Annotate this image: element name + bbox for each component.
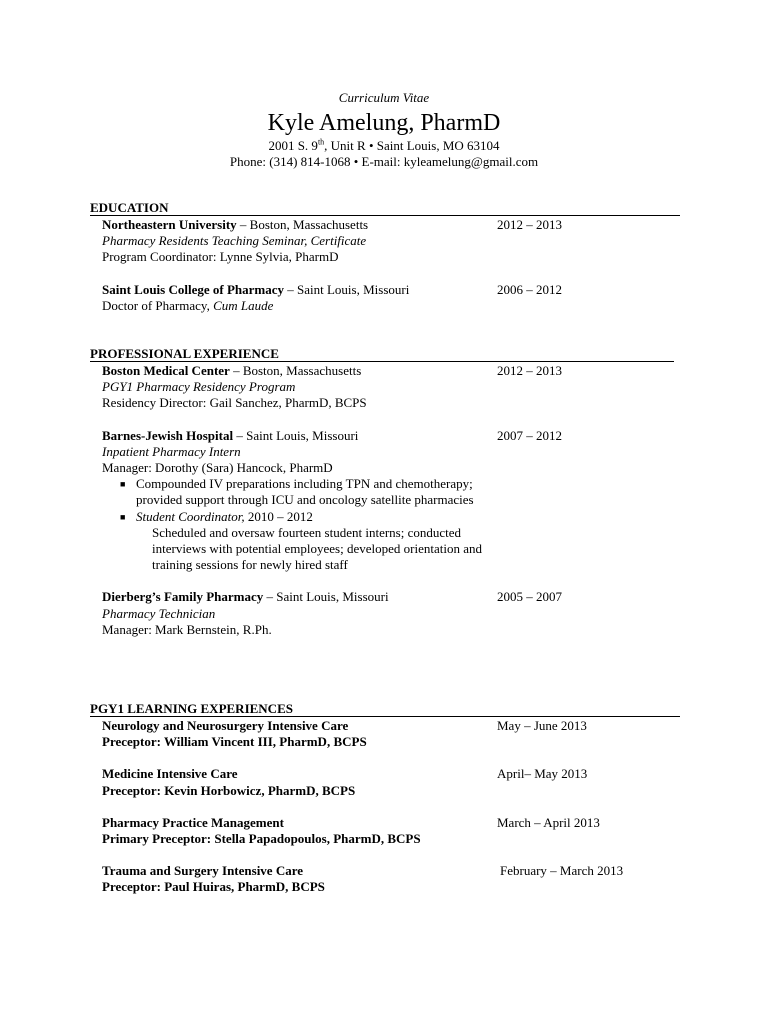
- rotation-name: Medicine Intensive Care: [102, 766, 238, 782]
- role-description: Scheduled and oversaw fourteen student interns; conducted interviews with potential employees; developed orientation and training sessions for newly hired staff: [152, 524, 482, 573]
- rotation-entry: [90, 815, 680, 847]
- coordinator: Program Coordinator: Lynne Sylvia, PharmD: [102, 249, 339, 265]
- employer-location: – Saint Louis, Missouri: [263, 589, 389, 605]
- experience-entry: [90, 428, 674, 574]
- degree-name: Doctor of Pharmacy,: [102, 297, 214, 313]
- entry-date: April– May 2013: [497, 766, 588, 782]
- candidate-name: Kyle Amelung, PharmD: [267, 110, 501, 136]
- contact-line: Phone: (314) 814-1068 • E-mail: kyleamelung@gmail.com: [229, 154, 539, 169]
- preceptor: Preceptor: Kevin Horbowicz, PharmD, BCPS: [102, 782, 356, 798]
- institution-name: Saint Louis College of Pharmacy: [102, 281, 284, 297]
- degree-honors: Cum Laude: [213, 297, 274, 313]
- rotation-entry: [90, 718, 680, 750]
- experience-entry: [90, 589, 674, 638]
- section-title-learning: PGY1 LEARNING EXPERIENCES: [90, 702, 680, 717]
- rotation-name: Trauma and Surgery Intensive Care: [102, 863, 304, 879]
- employer-location: – Boston, Massachusetts: [229, 363, 362, 378]
- duty-text: Compounded IV preparations including TPN and chemotherapy; provided support through ICU and oncology satellite pharmacies: [136, 476, 474, 508]
- rotation-name: Pharmacy Practice Management: [102, 814, 284, 830]
- list-item: [120, 508, 496, 525]
- education-entry: [90, 282, 680, 314]
- address-street: 2001 S. 9: [268, 138, 318, 153]
- position-title: PGY1 Pharmacy Residency Program: [102, 379, 296, 395]
- position-title: Pharmacy Technician: [102, 605, 216, 621]
- cv-label: Curriculum Vitae: [338, 90, 430, 105]
- section-title-experience: PROFESSIONAL EXPERIENCE: [90, 347, 674, 362]
- employer-name: Boston Medical Center: [102, 363, 230, 378]
- experience-entry: [90, 363, 674, 412]
- education-entry: [90, 217, 680, 266]
- institution-name: Northeastern University: [102, 217, 237, 232]
- cv-header: [0, 89, 768, 170]
- address: [0, 138, 768, 154]
- entry-date: 2005 – 2007: [497, 589, 562, 605]
- entry-date: 2006 – 2012: [497, 281, 562, 297]
- supervisor: Residency Director: Gail Sanchez, PharmD, BCPS: [102, 395, 367, 411]
- experience-section: [90, 347, 674, 638]
- employer-name: Dierberg’s Family Pharmacy: [102, 589, 264, 605]
- institution-location: – Saint Louis, Missouri: [284, 281, 410, 297]
- entry-date: 2007 – 2012: [497, 427, 562, 443]
- degree: [102, 298, 680, 314]
- learning-section: [90, 702, 680, 896]
- section-title-education: EDUCATION: [90, 201, 680, 216]
- address-city: , Unit R • Saint Louis, MO 63104: [324, 138, 500, 153]
- bullet-icon: ■: [120, 511, 126, 522]
- role-title: Student Coordinator,: [136, 508, 245, 524]
- duties-list: [102, 476, 496, 525]
- rotation-name: Neurology and Neurosurgery Intensive Care: [102, 718, 349, 733]
- list-item: [120, 476, 496, 508]
- rotation-entry: [90, 766, 680, 798]
- entry-date: 2012 – 2013: [497, 217, 562, 232]
- rotation-entry: [90, 863, 680, 895]
- employer-name: Barnes-Jewish Hospital: [102, 427, 234, 443]
- program-name: Pharmacy Residents Teaching Seminar, Certificate: [102, 233, 367, 249]
- supervisor: Manager: Dorothy (Sara) Hancock, PharmD: [102, 460, 333, 476]
- employer-location: – Saint Louis, Missouri: [233, 427, 359, 443]
- education-section: [90, 201, 680, 314]
- position-title: Inpatient Pharmacy Intern: [102, 443, 241, 459]
- institution-location: – Boston, Massachusetts: [236, 217, 369, 232]
- entry-date: February – March 2013: [500, 863, 624, 879]
- role-years: 2010 – 2012: [244, 508, 313, 524]
- supervisor: Manager: Mark Bernstein, R.Ph.: [102, 621, 272, 637]
- address-ordinal: th: [317, 137, 325, 147]
- bullet-icon: ■: [120, 479, 126, 490]
- preceptor: Preceptor: William Vincent III, PharmD, BCPS: [102, 734, 367, 750]
- entry-date: March – April 2013: [497, 814, 600, 830]
- preceptor: Preceptor: Paul Huiras, PharmD, BCPS: [102, 879, 325, 895]
- preceptor: Primary Preceptor: Stella Papadopoulos, PharmD, BCPS: [102, 831, 421, 847]
- entry-date: May – June 2013: [497, 718, 587, 733]
- entry-date: 2012 – 2013: [497, 363, 562, 378]
